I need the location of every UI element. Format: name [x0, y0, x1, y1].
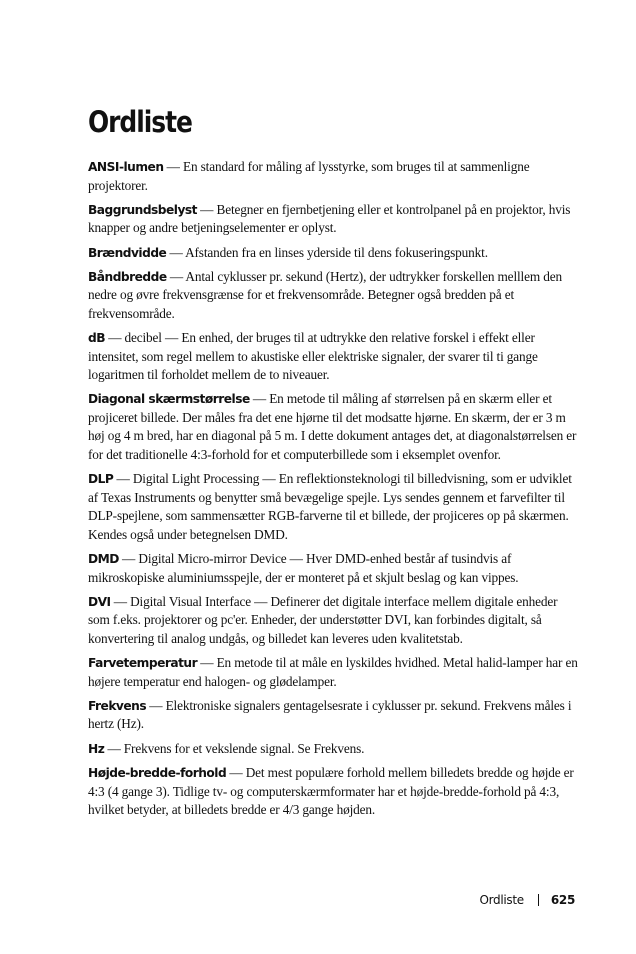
glossary-definition: — En metode til måling af størrelsen på en skærm eller et projiceret billede. Der måles fra det ene hjørne til det modsatte hjørne. En skærm, der er 3 m høj og 4 m bred, har en diagonal på 5 m. I dette dokument antages det, at diagonalstørrelsen er for det traditionelle 4:3-forhold for et computerbillede som i eksemplet ovenfor. — [88, 391, 577, 462]
glossary-definition: — Digital Micro-mirror Device — Hver DMD-enhed består af tusindvis af mikroskopiske aluminiumsspejle, der er monteret på et skjult beslag og kan vippes. — [88, 551, 519, 585]
glossary-entry — [88, 740, 580, 759]
glossary-definition: — Afstanden fra en linses yderside til dens fokuseringspunkt. — [166, 244, 488, 260]
glossary-entry — [88, 697, 580, 734]
glossary-term: ANSI-lumen — [88, 160, 164, 174]
glossary-definition: — Digital Light Processing — En reflektionsteknologi til billedvisning, som er udviklet af Texas Instruments og benytter små bevægelige spejle. Lys sendes gennem et farvefilter til DLP-spejlene, som sammensætter RGB-farverne til et billede, der projiceres op på skærmen. Kendes også under betegnelsen DMD. — [88, 471, 572, 542]
glossary-entry — [88, 593, 580, 649]
glossary-entry — [88, 158, 580, 195]
glossary-term: Frekvens — [88, 698, 147, 713]
glossary-definition: — Betegner en fjernbetjening eller et kontrolpanel på en projektor, hvis knapper og andre betjeningselementer er oplyst. — [88, 201, 571, 236]
glossary-entry — [88, 244, 580, 263]
page-number: 625 — [550, 893, 575, 907]
glossary-term: Diagonal skærmstørrelse — [88, 392, 250, 407]
glossary-definition: — Elektroniske signalers gentagelsesrate i cyklusser pr. sekund. Frekvens måles i hertz (Hz). — [88, 697, 572, 732]
glossary-term: DMD — [88, 552, 119, 567]
footer-section-name: Ordliste — [479, 893, 524, 907]
glossary-term: Hz — [88, 741, 105, 756]
glossary-definition: — Frekvens for et vekslende signal. Se Frekvens. — [104, 740, 365, 756]
glossary-definition: — Det mest populære forhold mellem billedets bredde og højde er 4:3 (4 gange 3). Tidlige tv- og computerskærmformater har et højde-bredde-forhold på 4:3, hvilket betyder, at billedets bredde er 4/3 gange højden. — [88, 765, 574, 818]
glossary-definition: — En metode til at måle en lyskildes hvidhed. Metal halid-lamper har en højere temperatur end halogen- og glødelamper. — [88, 655, 578, 689]
glossary-term: Højde-bredde-forhold — [88, 766, 227, 781]
glossary-definition: — Digital Visual Interface — Definerer det digitale interface mellem digitale enheder som f.eks. projektorer og pc'er. Enheder, der understøtter DVI, kan forbindes digitalt, så konvertering til analog undgås, og billedet kan leveres uden kvalitetstab. — [88, 593, 558, 646]
page-title: Ordliste — [88, 105, 192, 139]
glossary-entry — [88, 654, 580, 691]
glossary-term: DVI — [88, 594, 111, 609]
glossary-entry — [88, 390, 580, 464]
glossary-list — [88, 158, 580, 825]
glossary-term: dB — [88, 331, 106, 346]
glossary-term: DLP — [88, 472, 114, 487]
glossary-entry — [88, 470, 580, 544]
glossary-entry — [88, 268, 580, 324]
glossary-definition: — En standard for måling af lysstyrke, som bruges til at sammenligne projektorer. — [88, 159, 530, 193]
glossary-term: Farvetemperatur — [88, 656, 198, 671]
glossary-definition: — Antal cyklusser pr. sekund (Hertz), der udtrykker forskellen melllem den nedre og øvre frekvensgrænse for et frekvensområde. Betegner også bredden på et frekvensområde. — [88, 268, 562, 321]
glossary-entry — [88, 201, 580, 238]
page-footer — [479, 891, 575, 909]
glossary-term: Brændvidde — [88, 245, 167, 260]
glossary-term: Baggrundsbelyst — [88, 202, 197, 217]
glossary-entry — [88, 329, 580, 385]
footer-divider — [538, 894, 539, 906]
glossary-entry — [88, 550, 580, 587]
glossary-entry — [88, 764, 580, 820]
glossary-definition: — decibel — En enhed, der bruges til at udtrykke den relative forskel i effekt eller intensitet, som regel mellem to akustiske eller elektriske signaler, der svarer til ti gange logaritmen til forholdet mellem de to niveauer. — [88, 330, 538, 383]
glossary-term: Båndbredde — [88, 269, 167, 284]
